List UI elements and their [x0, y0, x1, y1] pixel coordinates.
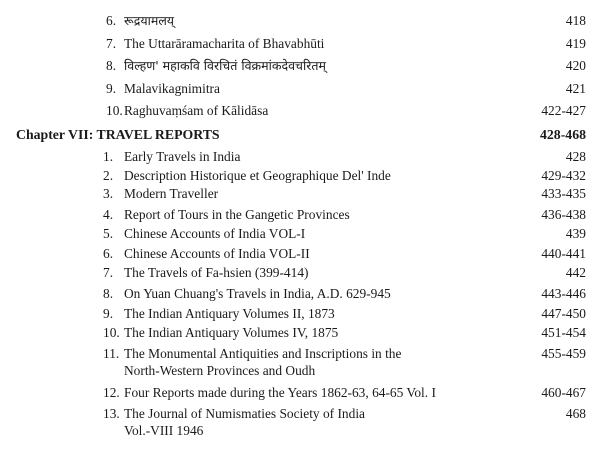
entry-pages: 421 — [565, 81, 586, 96]
entry-title-line1: The Monumental Antiquities and Inscriptions in the — [124, 346, 402, 361]
entry-number: 10. — [103, 325, 120, 340]
entry-title: Chinese Accounts of India VOL-I — [124, 226, 306, 241]
entry-pages: 420 — [565, 58, 586, 73]
entry-number: 1. — [103, 149, 114, 164]
entry-pages: 429-432 — [541, 168, 586, 183]
entry-pages: 439 — [565, 226, 586, 241]
entry-pages: 455-459 — [541, 346, 586, 361]
entry-title: Raghuvaṃśam of Kālidāsa — [124, 103, 269, 118]
entry-pages: 422-427 — [541, 103, 586, 118]
entry-number: 13. — [103, 406, 120, 421]
entry-number: 7. — [106, 36, 117, 51]
entry-number: 9. — [106, 81, 117, 96]
entry-title: Report of Tours in the Gangetic Provinces — [124, 207, 350, 222]
entry-pages: 440-441 — [541, 246, 586, 261]
entry-pages: 419 — [565, 36, 586, 51]
chapter-pages: 428-468 — [540, 127, 586, 142]
entry-number: 11. — [103, 346, 120, 361]
entry-pages: 468 — [565, 406, 586, 421]
entry-number: 4. — [103, 207, 114, 222]
entry-number: 9. — [103, 306, 114, 321]
entry-pages: 451-454 — [541, 325, 586, 340]
entry-title: The Indian Antiquary Volumes II, 1873 — [124, 306, 335, 321]
entry-pages: 418 — [565, 13, 586, 28]
entry-title: On Yuan Chuang's Travels in India, A.D. 629-945 — [124, 286, 391, 301]
entry-number: 3. — [103, 186, 114, 201]
entry-number: 6. — [103, 246, 114, 261]
entry-number: 5. — [103, 226, 114, 241]
entry-pages: 443-446 — [541, 286, 586, 301]
entry-pages: 447-450 — [541, 306, 586, 321]
entry-title: Malavikagnimitra — [124, 81, 220, 96]
entry-pages: 442 — [565, 265, 586, 280]
entry-title — [124, 405, 365, 439]
entry-title — [124, 345, 401, 379]
entry-number: 12. — [103, 385, 120, 400]
entry-pages: 460-467 — [541, 385, 586, 400]
entry-title: विल्हण' महाकवि विरचितं विक्रमांकदेवचरितम् — [124, 58, 326, 73]
entry-number: 6. — [106, 13, 117, 28]
entry-title: Early Travels in India — [124, 149, 241, 164]
entry-title: The Indian Antiquary Volumes IV, 1875 — [124, 325, 339, 340]
entry-title: The Travels of Fa-hsien (399-414) — [124, 265, 309, 280]
entry-pages: 428 — [565, 149, 586, 164]
entry-pages: 436-438 — [541, 207, 586, 222]
entry-title: Description Historique et Geographique Del' Inde — [124, 168, 391, 183]
entry-number: 2. — [103, 168, 114, 183]
entry-title: रूद्रयामलय् — [124, 13, 175, 28]
entry-number: 8. — [106, 58, 117, 73]
entry-title: Four Reports made during the Years 1862-63, 64-65 Vol. I — [124, 385, 436, 400]
entry-title: The Uttarāramacharita of Bhavabhūti — [124, 36, 325, 51]
entry-title: Chinese Accounts of India VOL-II — [124, 246, 310, 261]
entry-number: 10. — [106, 103, 123, 118]
entry-title-line1: The Journal of Numismaties Society of India — [124, 406, 365, 421]
entry-title-line2: Vol.-VIII 1946 — [124, 423, 204, 438]
entry-pages: 433-435 — [541, 186, 586, 201]
entry-title-line2: North-Western Provinces and Oudh — [124, 363, 316, 378]
chapter-title: Chapter VII: TRAVEL REPORTS — [16, 127, 220, 142]
entry-title: Modern Traveller — [124, 186, 219, 201]
entry-number: 7. — [103, 265, 114, 280]
entry-number: 8. — [103, 286, 114, 301]
